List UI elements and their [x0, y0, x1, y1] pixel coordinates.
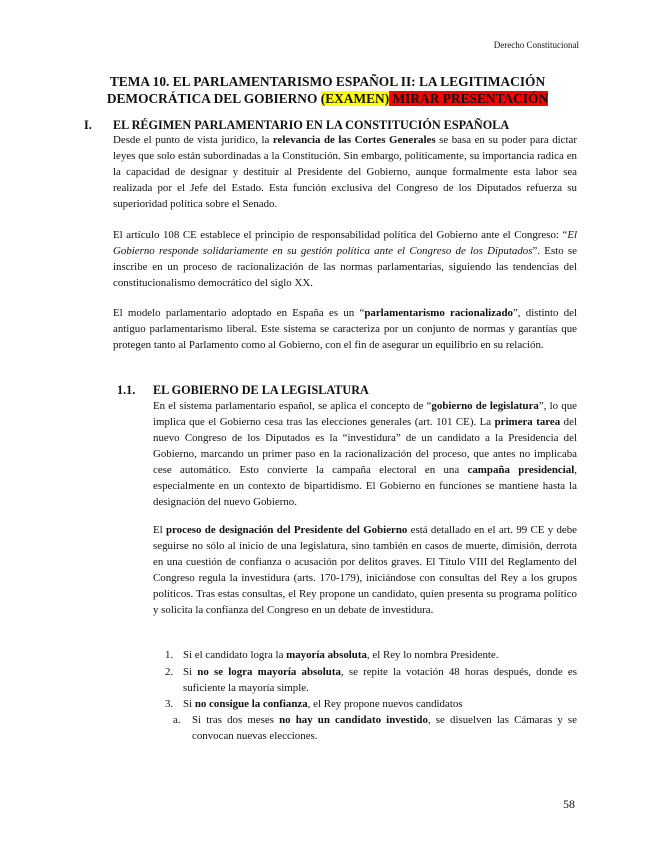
list-text: , el Rey propone nuevos candidatos [307, 698, 463, 710]
s11-p1-b: gobierno de legislatura [431, 400, 539, 412]
p2-text-c: ”. Esto se inscribe en un proceso de racionalización de las normas parlamentarias, siguiendo las tendencias del constitucionalismo democrático del siglo XX. [113, 245, 577, 289]
s11-p2-a: El [153, 524, 166, 536]
exam-highlight: (EXAMEN) [320, 91, 390, 106]
sublist-text: , se disuelven las Cámaras y se convocan nuevas elecciones. [192, 714, 578, 742]
section-1-number: I. [84, 118, 92, 132]
presentation-highlight: MIRAR PRESENTACIÓN [389, 91, 549, 106]
page-number: 58 [563, 797, 575, 811]
p3-text-a: El modelo parlamentario adoptado en España es un “ [113, 307, 365, 319]
list-item [165, 664, 577, 696]
p3-text-c: ”, distinto del antiguo parlamentarismo liberal. Este sistema se caracteriza por un conjunto de normas y garantías que protegen tanto al Parlamento como al Gobierno, con el fin de asegurar un equilibrio en su relación. [113, 307, 578, 351]
s11-p2-c: está detallado en el art. 99 CE y debe seguirse no sólo al inicio de una legislatura, sino también en casos de muerte, dimisión, derrota en una cuestión de confianza o acusación por delitos graves. El Título VIII del Reglamento del Congreso regula la investidura (arts. 170-179), iniciándose con consultas del Rey a los grupos políticos. Tras estas consultas, el Rey propone un candidato, quien presenta su programa político y solicita la confianza del Congreso en un debate de investidura. [153, 524, 577, 616]
s11-p1-e: del nuevo Congreso de los Diputados es la “investidura” de un candidato a la Presidencia del Gobierno, marcando un primer paso en la racionalización del proceso, que antes no implicaba cese automático. Esto convierte la campaña electoral en una [153, 416, 577, 476]
section-1-paragraph-3 [113, 305, 577, 353]
list-bold: mayoría absoluta [286, 649, 367, 661]
list-bold: no consigue la confianza [194, 698, 308, 710]
p1-bold: relevancia de las Cortes Generales [272, 134, 436, 146]
sublist-bold: no hay un candidato investido [279, 714, 428, 726]
p2-text-a: El artículo 108 CE establece el principio de responsabilidad política del Gobierno ante el Congreso: “ [113, 229, 568, 241]
list-number: 1. [165, 649, 174, 661]
section-1-1-paragraph-1 [153, 398, 577, 510]
list-text: Si [183, 698, 195, 710]
section-1-paragraph-1 [113, 132, 577, 212]
s11-p1-f: campaña presidencial [467, 464, 575, 476]
list-item [165, 647, 577, 663]
p2-quote: El Gobierno responde solidariamente en su gestión política ante el Congreso de los Diputados [113, 229, 577, 257]
title-line-2 [90, 90, 565, 107]
page-title [90, 73, 565, 107]
p1-text-c: se basa en su poder para dictar leyes que solo están subordinadas a la Constitución. Sin embargo, políticamente, su importancia radica en la capacidad de designar y destituir al Presidente del Gobierno, aunque formalmente esta labor sea realizada por el Jefe del Estado. Esta función exclusiva del Congreso de los Diputados refuerza su superioridad política sobre el Senado. [113, 134, 577, 210]
s11-p1-a: En el sistema parlamentario español, se aplica el concepto de “ [153, 400, 432, 412]
section-1-1-number: 1.1. [117, 383, 136, 397]
p3-bold: parlamentarismo racionalizado [364, 307, 513, 319]
section-1-1-title: EL GOBIERNO DE LA LEGISLATURA [153, 383, 369, 397]
list-bold: no se logra mayoría absoluta [197, 666, 341, 678]
section-1-paragraph-2 [113, 227, 577, 291]
p1-text-a: Desde el punto de vista jurídico, la [113, 134, 273, 146]
list-number: 2. [165, 666, 174, 678]
s11-p1-c: ”, lo que implica que el Gobierno cesa tras las elecciones generales (art. 101 CE). La [153, 400, 578, 428]
sublist-item [173, 712, 577, 744]
sublist-letter: a. [173, 714, 181, 726]
s11-p1-g: , especialmente en un contexto de bipartidismo. El Gobierno en funciones se mantiene hasta la designación del nuevo Gobierno. [153, 464, 577, 508]
sublist-text: Si tras dos meses [192, 714, 280, 726]
list-text: Si el candidato logra la [183, 649, 287, 661]
list-item [165, 696, 577, 712]
s11-p1-d: primera tarea [494, 416, 561, 428]
list-text: Si [183, 666, 198, 678]
section-1-title: EL RÉGIMEN PARLAMENTARIO EN LA CONSTITUCIÓN ESPAÑOLA [113, 118, 510, 132]
running-header: Derecho Constitucional [493, 40, 579, 50]
title-line-1: TEMA 10. EL PARLAMENTARISMO ESPAÑOL II: LA LEGITIMACIÓN [109, 74, 546, 89]
s11-p2-b: proceso de designación del Presidente del Gobierno [165, 524, 408, 536]
list-number: 3. [165, 698, 174, 710]
title-line-2-text: DEMOCRÁTICA DEL GOBIERNO [106, 91, 321, 106]
list-text: , el Rey lo nombra Presidente. [366, 649, 499, 661]
section-1-1-paragraph-2 [153, 522, 577, 618]
list-text: , se repite la votación 48 horas después, donde es suficiente la mayoría simple. [183, 666, 577, 694]
